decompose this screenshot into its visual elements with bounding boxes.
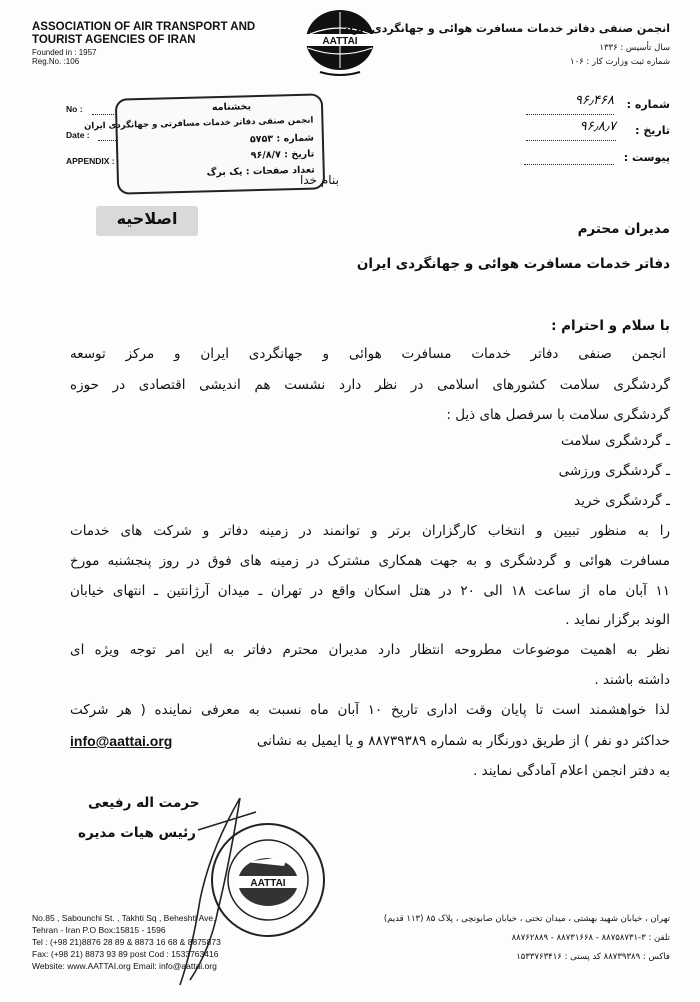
footer-address-en: No.85 , Sabounchi St. , Takhti Sq , Beheshti Ave. <box>32 913 216 923</box>
p1-line-2: گردشگری سلامت کشورهای اسلامی در نظر دارد نشست هم اندیشی اقتصادی در حوزه <box>70 377 670 393</box>
p3-line-1: نظر به اهمیت موضوعات مطروحه انتظار دارد مدیران محترم دفاتر به این امر توجه ویژه ای <box>70 642 670 658</box>
p4-line-1: لذا خواهشمند است تا پایان وقت اداری تاریخ ۱۰ آبان ماه نسبت به معرفی نماینده ( هر شرکت <box>70 702 671 718</box>
reg-no-fa: شماره ثبت وزارت کار : ۱۰۶ <box>570 57 670 67</box>
p2-line-1: را به منظور تبیین و انتخاب کارگزاران برتر و توانمند در زمینه دفاتر و شرکت های خدمات <box>70 523 670 539</box>
signer-title: رئیس هیات مدیره <box>78 825 196 841</box>
footer-fax-en: Fax: (+98 21) 8873 93 89 post Cod : 1533763416 <box>32 949 219 959</box>
date-value: ۹۶٫۸٫۷ <box>579 119 616 134</box>
stamp-line-5: تعداد صفحات : یک برگ <box>206 164 315 179</box>
date-label-fa: تاریخ : <box>635 124 670 137</box>
topic-item-3: ـ گردشگری خرید <box>574 493 670 509</box>
appendix-label: APPENDIX : <box>66 156 115 166</box>
footer-web-en: Website: www.AATTAI.org Email: info@aattai.org <box>32 961 217 971</box>
date-label: Date : <box>66 130 90 140</box>
footer-tel-en: Tel : (+98 21)8876 28 89 & 8873 16 68 & 8875873 <box>32 937 221 947</box>
attachment-dots <box>524 164 614 165</box>
signer-name: حرمت اله رفیعی <box>88 795 200 811</box>
correction-label: اصلاحیه <box>116 209 178 228</box>
stamp-line-2: انجمن صنفی دفاتر خدمات مسافرتی و جهانگردی ایران <box>83 115 314 132</box>
p3-line-2: داشته باشند . <box>594 672 670 688</box>
number-dots <box>526 114 614 115</box>
founded-fa: سال تأسیس : ۱۳۳۶ <box>599 43 670 53</box>
handwritten-signature <box>170 790 270 990</box>
email-link-wrap[interactable] <box>70 731 172 750</box>
greeting: با سلام و احترام : <box>551 318 670 334</box>
p2-line-4: الوند برگزار نماید . <box>565 612 670 628</box>
reg-no-en: Reg.No. :106 <box>32 57 80 66</box>
association-name-fa: انجمن صنفی دفاتر خدمات مسافرت هوائی و جهانگردی ایران <box>339 22 670 35</box>
p1-line-1: انجمن صنفی دفاتر خدمات مسافرت هوائی و جهانگردی ایران و مرکز توسعه <box>70 346 666 362</box>
footer-fax-fa: فاکس : ۸۸۷۳۹۳۸۹ کد پستی : ۱۵۳۳۷۶۳۴۱۶ <box>516 952 670 962</box>
logo-text: AATTAI <box>322 36 358 47</box>
p4-line-3: به دفتر انجمن اعلام آمادگی نمایند . <box>473 763 670 779</box>
association-name-en-line2: TOURIST AGENCIES OF IRAN <box>32 34 196 46</box>
email-link[interactable]: info@aattai.org <box>70 733 173 749</box>
number-value: ۹۶٫۴۶۸ <box>574 93 614 108</box>
p1-line-3: گردشگری سلامت با سرفصل های ذیل : <box>446 407 670 423</box>
topic-item-2: ـ گردشگری ورزشی <box>558 463 670 479</box>
p2-line-2: مسافرت هوائی و گردشگری و به جهت همکاری مشترک در زمینه های فوق در روز پنجشنبه مورخ <box>70 553 670 569</box>
p4-line-2: حداکثر دو نفر ) از طریق دورنگار به شماره ۸۸۷۳۹۳۸۹ و یا ایمیل به نشانی <box>256 733 670 749</box>
stamp-line-3: شماره : ۵۷۵۳ <box>249 132 315 146</box>
salutation-2: دفاتر خدمات مسافرت هوائی و جهانگردی ایران <box>356 256 670 272</box>
footer-tel-fa: تلفن : ۳-۸۸۷۵۸۷۳۱ - ۸۸۷۳۱۶۶۸ - ۸۸۷۶۲۸۸۹ <box>511 933 670 943</box>
seal-logo-text: AATTAI <box>250 878 286 889</box>
stamp-line-4: تاریخ : ۹۶/۸/۷ <box>250 148 315 162</box>
number-label: شماره : <box>626 98 670 111</box>
topic-item-1: ـ گردشگری سلامت <box>560 433 670 449</box>
footer-address-fa: تهران ، خیابان شهید بهشتی ، میدان تختی ، خیابان صابونچی ، پلاک ۸۵ (۱۱۳ قدیم) <box>383 914 670 924</box>
stamp-line-1: بخشنامه <box>211 101 252 114</box>
aattai-logo <box>290 4 390 78</box>
no-label: No : <box>66 104 83 114</box>
salutation-1: مدیران محترم <box>577 221 670 237</box>
association-name-en-line1: ASSOCIATION OF AIR TRANSPORT AND <box>32 21 256 33</box>
association-name-en <box>32 21 262 47</box>
p2-line-3: ۱۱ آبان ماه از ساعت ۱۸ الی ۲۰ در هتل اسکان واقع در تهران ـ میدان آرژانتین ـ انتهای خیابان <box>70 583 671 599</box>
founded-en: Founded in : 1957 <box>32 48 97 57</box>
footer-city-en: Tehran - Iran P.O Box:15815 - 1596 <box>32 925 166 935</box>
date-dots-fa <box>526 140 616 141</box>
attachment-label: پیوست : <box>623 151 670 164</box>
bism-heading: بنام خدا <box>300 173 339 187</box>
